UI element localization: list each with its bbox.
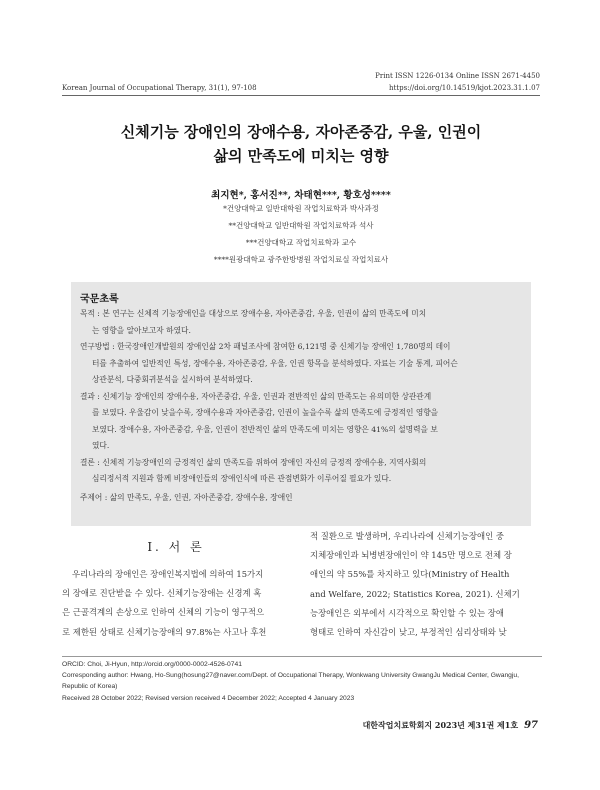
left-line-3: 은 근골격계의 손상으로 인하여 신체의 기능이 영구적으 — [62, 607, 265, 618]
left-line-4: 로 제한된 상태로 신체기능장애의 97.8%는 사고나 후천 — [62, 626, 267, 637]
footer-journal: 대한작업치료학회지 2023년 제31권 제1호 — [362, 720, 519, 730]
affiliation-1: *건양대학교 일반대학원 작업치료학과 박사과정 — [223, 204, 379, 213]
left-column — [62, 565, 290, 642]
doi-link[interactable]: https://doi.org/10.14519/kjot.2023.31.1.07 — [388, 84, 540, 92]
abstract-results-1: 결과 : 신체기능 장애인의 장애수용, 자아존중감, 우울, 인권과 전반적인 삶의 만족도는 유의미한 상관관계 — [80, 391, 432, 401]
abstract-methods-3: 상관분석, 다중회귀분석을 실시하여 분석하였다. — [92, 375, 253, 384]
journal-citation: Korean Journal of Occupational Therapy, 31(1), 97-108 — [62, 84, 257, 92]
abstract-body — [80, 306, 522, 488]
right-line-6: 형태로 인하여 자신감이 낮고, 부정적인 심리상태와 낮 — [310, 627, 507, 638]
page-number: 97 — [524, 720, 538, 731]
abstract-methods-2: 터를 추출하여 일반적인 특성, 장애수용, 자아존중감, 우울, 인권 항목을 분석하였다. 자료는 기술 통계, 피어슨 — [92, 358, 458, 368]
orcid-note: ORCID: Choi, Ji-Hyun, http://orcid.org/0000-0002-4526-0741 — [62, 661, 242, 668]
received-note: Received 28 October 2022; Revised version received 4 December 2022; Accepted 4 January 2023 — [62, 694, 355, 702]
right-line-5: 능장애인은 외부에서 시각적으로 확인할 수 있는 장애 — [310, 607, 504, 618]
footnote-rule — [62, 656, 542, 657]
section-heading: I. 서 론 — [147, 540, 205, 554]
abstract-results-2: 를 보였다. 우울감이 낮을수록, 장애수용과 자아존중감, 인권이 높을수록 삶의 만족도에 긍정적인 영향을 — [92, 408, 439, 417]
header-rule — [62, 95, 540, 96]
abstract-methods-1: 연구방법 : 한국장애인개발원의 장애인삶 2차 패널조사에 참여한 6,121명 중 신체기능 장애인 1,780명의 데이 — [80, 342, 451, 351]
left-line-1: 우리나라의 장애인은 장애인복지법에 의하여 15가지 — [72, 569, 264, 579]
affiliation-3: ***건양대학교 작업치료학과 교수 — [245, 238, 357, 247]
author-list: 최지현*, 홍서진**, 차태현***, 황호성**** — [211, 190, 391, 201]
abstract-conclusion-2: 심리정서적 지원과 함께 비장애인들의 장애인식에 따른 관점변화가 이루어질 필요가 있다. — [92, 474, 392, 483]
keywords: 주제어 : 삶의 만족도, 우울, 인권, 자아존중감, 장애수용, 장애인 — [80, 493, 293, 502]
right-column — [310, 527, 542, 642]
corresponding-author-note: Corresponding author: Hwang, Ho-Sung(hosung27@naver.com/Dept. of Occupational Therapy, Wonkwang University GwangJu Medical Center, Gwangju, Republic of Korea) — [62, 672, 519, 691]
title-line-2: 삶의 만족도에 미치는 영향 — [213, 147, 389, 165]
right-line-2: 지체장애인과 뇌병변장애인이 약 145만 명으로 전체 장 — [310, 550, 512, 561]
abstract-conclusion-1: 결론 : 신체적 기능장애인의 긍정적인 삶의 만족도를 위하여 장애인 자신의 긍정적 장애수용, 지역사회의 — [80, 457, 427, 467]
issn-line: Print ISSN 1226-0134 Online ISSN 2671-4450 — [375, 72, 540, 80]
affiliation-4: ****원광대학교 광주한방병원 작업치료실 작업치료사 — [213, 255, 389, 264]
right-line-1: 적 질환으로 발생하며, 우리나라에 신체기능장애인 중 — [310, 531, 504, 541]
abstract-results-4: 였다. — [92, 441, 110, 450]
affiliation-2: **건양대학교 일반대학원 작업치료학과 석사 — [228, 221, 374, 230]
footnotes — [62, 659, 542, 704]
abstract-purpose-1: 목적 : 본 연구는 신체적 기능장애인을 대상으로 장애수용, 자아존중감, 우울, 인권이 삶의 만족도에 미치 — [80, 309, 427, 318]
abstract-purpose-2: 는 영향을 알아보고자 하였다. — [92, 325, 191, 335]
left-line-2: 의 장애로 진단받을 수 있다. 신체기능장애는 신경계 혹 — [62, 588, 262, 599]
page-footer — [363, 720, 538, 731]
abstract-heading: 국문초록 — [80, 294, 119, 305]
right-line-3: 애인의 약 55%를 차지하고 있다(Ministry of Health — [310, 569, 510, 580]
abstract-results-3: 보였다. 장애수용, 자아존중감, 우울, 인권이 전반적인 삶의 만족도에 미치는 영향은 41%의 설명력을 보 — [92, 424, 438, 434]
title-line-1: 신체기능 장애인의 장애수용, 자아존중감, 우울, 인권이 — [120, 123, 482, 141]
right-line-4: and Welfare, 2022; Statistics Korea, 2021). 신체기 — [310, 588, 520, 599]
